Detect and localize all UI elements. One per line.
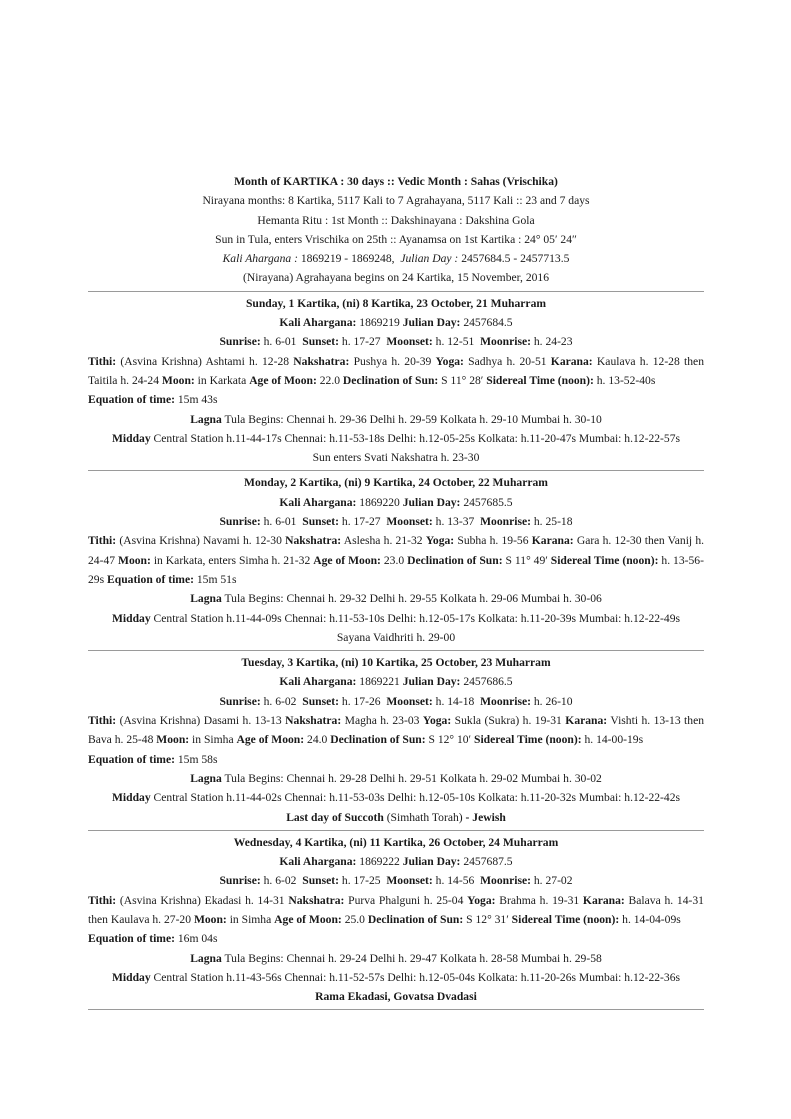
day-entry (88, 651, 704, 827)
day-entry (88, 831, 704, 1007)
ahargana-line: Kali Ahargana: 1869221 Julian Day: 2457686.5 (279, 675, 513, 689)
kali-ahargana-range: 1869219 - 1869248, (300, 252, 395, 266)
panchanga-details: Tithi: (Asvina Krishna) Ashtami h. 12-28 Nakshatra: Pushya h. 20-39 Yoga: Sadhya h. 20-51 Karana: Kaulava h. 12-28 then Taitila h. 24-24 Moon: in Karkata Age of Moon: 22.0 Declination of Sun: S 11° 28′ Sidereal Time (noon): h. 13-52-40s Equation of time: 15m 43s (88, 354, 704, 407)
day-event: Sayana Vaidhriti h. 29-00 (336, 630, 456, 644)
rise-set-line: Sunrise: h. 6-01 Sunset: h. 17-27 Moonset: h. 13-37 Moonrise: h. 25-18 (219, 515, 573, 529)
rise-set-line: Sunrise: h. 6-01 Sunset: h. 17-27 Moonset: h. 12-51 Moonrise: h. 24-23 (219, 335, 573, 349)
lagna-line: Lagna Tula Begins: Chennai h. 29-28 Delhi h. 29-51 Kolkata h. 29-02 Mumbai h. 30-02 (190, 771, 602, 785)
day-title: Monday, 2 Kartika, (ni) 9 Kartika, 24 October, 22 Muharram (244, 476, 548, 490)
julian-day-label: Julian Day : (400, 252, 462, 266)
month-title: Month of KARTIKA : 30 days :: Vedic Month : Sahas (Vrischika) (234, 175, 558, 188)
day-entry (88, 471, 704, 647)
day-entry (88, 292, 704, 468)
nirayana-months: Nirayana months: 8 Kartika, 5117 Kali to 7 Agrahayana, 5117 Kali :: 23 and 7 days (202, 194, 590, 208)
day-event: Last day of Succoth (Simhath Torah) - Jewish (286, 810, 506, 824)
midday-line: Midday Central Station h.11-44-17s Chennai: h.11-53-18s Delhi: h.12-05-25s Kolkata: h.11-20-47s Mumbai: h.12-22-57s (111, 431, 681, 445)
midday-line: Midday Central Station h.11-43-56s Chennai: h.11-52-57s Delhi: h.12-05-04s Kolkata: h.11-20-26s Mumbai: h.12-22-36s (111, 970, 681, 984)
day-event: Rama Ekadasi, Govatsa Dvadasi (315, 990, 477, 1004)
divider (88, 1009, 704, 1010)
ritu-line: Hemanta Ritu : 1st Month :: Dakshinayana : Dakshina Gola (257, 213, 535, 227)
lagna-line: Lagna Tula Begins: Chennai h. 29-36 Delhi h. 29-59 Kolkata h. 29-10 Mumbai h. 30-10 (190, 412, 602, 426)
month-header (88, 172, 704, 288)
day-event: Sun enters Svati Nakshatra h. 23-30 (312, 451, 480, 465)
rise-set-line: Sunrise: h. 6-02 Sunset: h. 17-26 Moonset: h. 14-18 Moonrise: h. 26-10 (219, 694, 573, 708)
panchanga-details: Tithi: (Asvina Krishna) Dasami h. 13-13 Nakshatra: Magha h. 23-03 Yoga: Sukla (Sukra) h. 19-31 Karana: Vishti h. 13-13 then Bava h. 25-48 Moon: in Simha Age of Moon: 24.0 Declination of Sun: S 12° 10′ Sidereal Time (noon): h. 14-00-19s Equation of time: 15m 58s (88, 714, 705, 766)
ahargana-line: Kali Ahargana: 1869220 Julian Day: 2457685.5 (279, 495, 513, 509)
agrahayana-begins: (Nirayana) Agrahayana begins on 24 Kartika, 15 November, 2016 (242, 271, 550, 285)
sun-ayanamsa-line: Sun in Tula, enters Vrischika on 25th :: Ayanamsa on 1st Kartika : 24° 05′ 24″ (215, 232, 577, 246)
rise-set-line: Sunrise: h. 6-02 Sunset: h. 17-25 Moonset: h. 14-56 Moonrise: h. 27-02 (219, 874, 573, 888)
almanac-page (88, 172, 704, 1010)
panchanga-details: Tithi: (Asvina Krishna) Navami h. 12-30 Nakshatra: Aslesha h. 21-32 Yoga: Subha h. 19-56 Karana: Gara h. 12-30 then Vanij h. 24-47 Moon: in Karkata, enters Simha h. 21-32 Age of Moon: 23.0 Declination of Sun: S 11° 49′ Sidereal Time (noon): h. 13-56-29s Equation of time: 15m 51s (88, 534, 705, 586)
day-title: Wednesday, 4 Kartika, (ni) 11 Kartika, 26 October, 24 Muharram (233, 835, 559, 849)
ahargana-line: Kali Ahargana: 1869222 Julian Day: 2457687.5 (279, 855, 513, 869)
midday-line: Midday Central Station h.11-44-02s Chennai: h.11-53-03s Delhi: h.12-05-10s Kolkata: h.11-20-32s Mumbai: h.12-22-42s (111, 791, 681, 805)
panchanga-details: Tithi: (Asvina Krishna) Ekadasi h. 14-31 Nakshatra: Purva Phalguni h. 25-04 Yoga: Brahma h. 19-31 Karana: Balava h. 14-31 then Kaulava h. 27-20 Moon: in Simha Age of Moon: 25.0 Declination of Sun: S 12° 31′ Sidereal Time (noon): h. 14-04-09s Equation of time: 16m 04s (88, 893, 704, 946)
day-title: Sunday, 1 Kartika, (ni) 8 Kartika, 23 October, 21 Muharram (245, 296, 547, 310)
midday-line: Midday Central Station h.11-44-09s Chennai: h.11-53-10s Delhi: h.12-05-17s Kolkata: h.11-20-39s Mumbai: h.12-22-49s (111, 611, 681, 625)
ahargana-line: Kali Ahargana: 1869219 Julian Day: 2457684.5 (279, 316, 513, 330)
lagna-line: Lagna Tula Begins: Chennai h. 29-24 Delhi h. 29-47 Kolkata h. 28-58 Mumbai h. 29-58 (190, 951, 602, 965)
kali-ahargana-label: Kali Ahargana : (222, 252, 301, 266)
lagna-line: Lagna Tula Begins: Chennai h. 29-32 Delhi h. 29-55 Kolkata h. 29-06 Mumbai h. 30-06 (190, 592, 602, 606)
ahargana-julian-range (88, 249, 704, 268)
julian-day-range: 2457684.5 - 2457713.5 (461, 252, 570, 266)
day-title: Tuesday, 3 Kartika, (ni) 10 Kartika, 25 October, 23 Muharram (241, 656, 551, 670)
